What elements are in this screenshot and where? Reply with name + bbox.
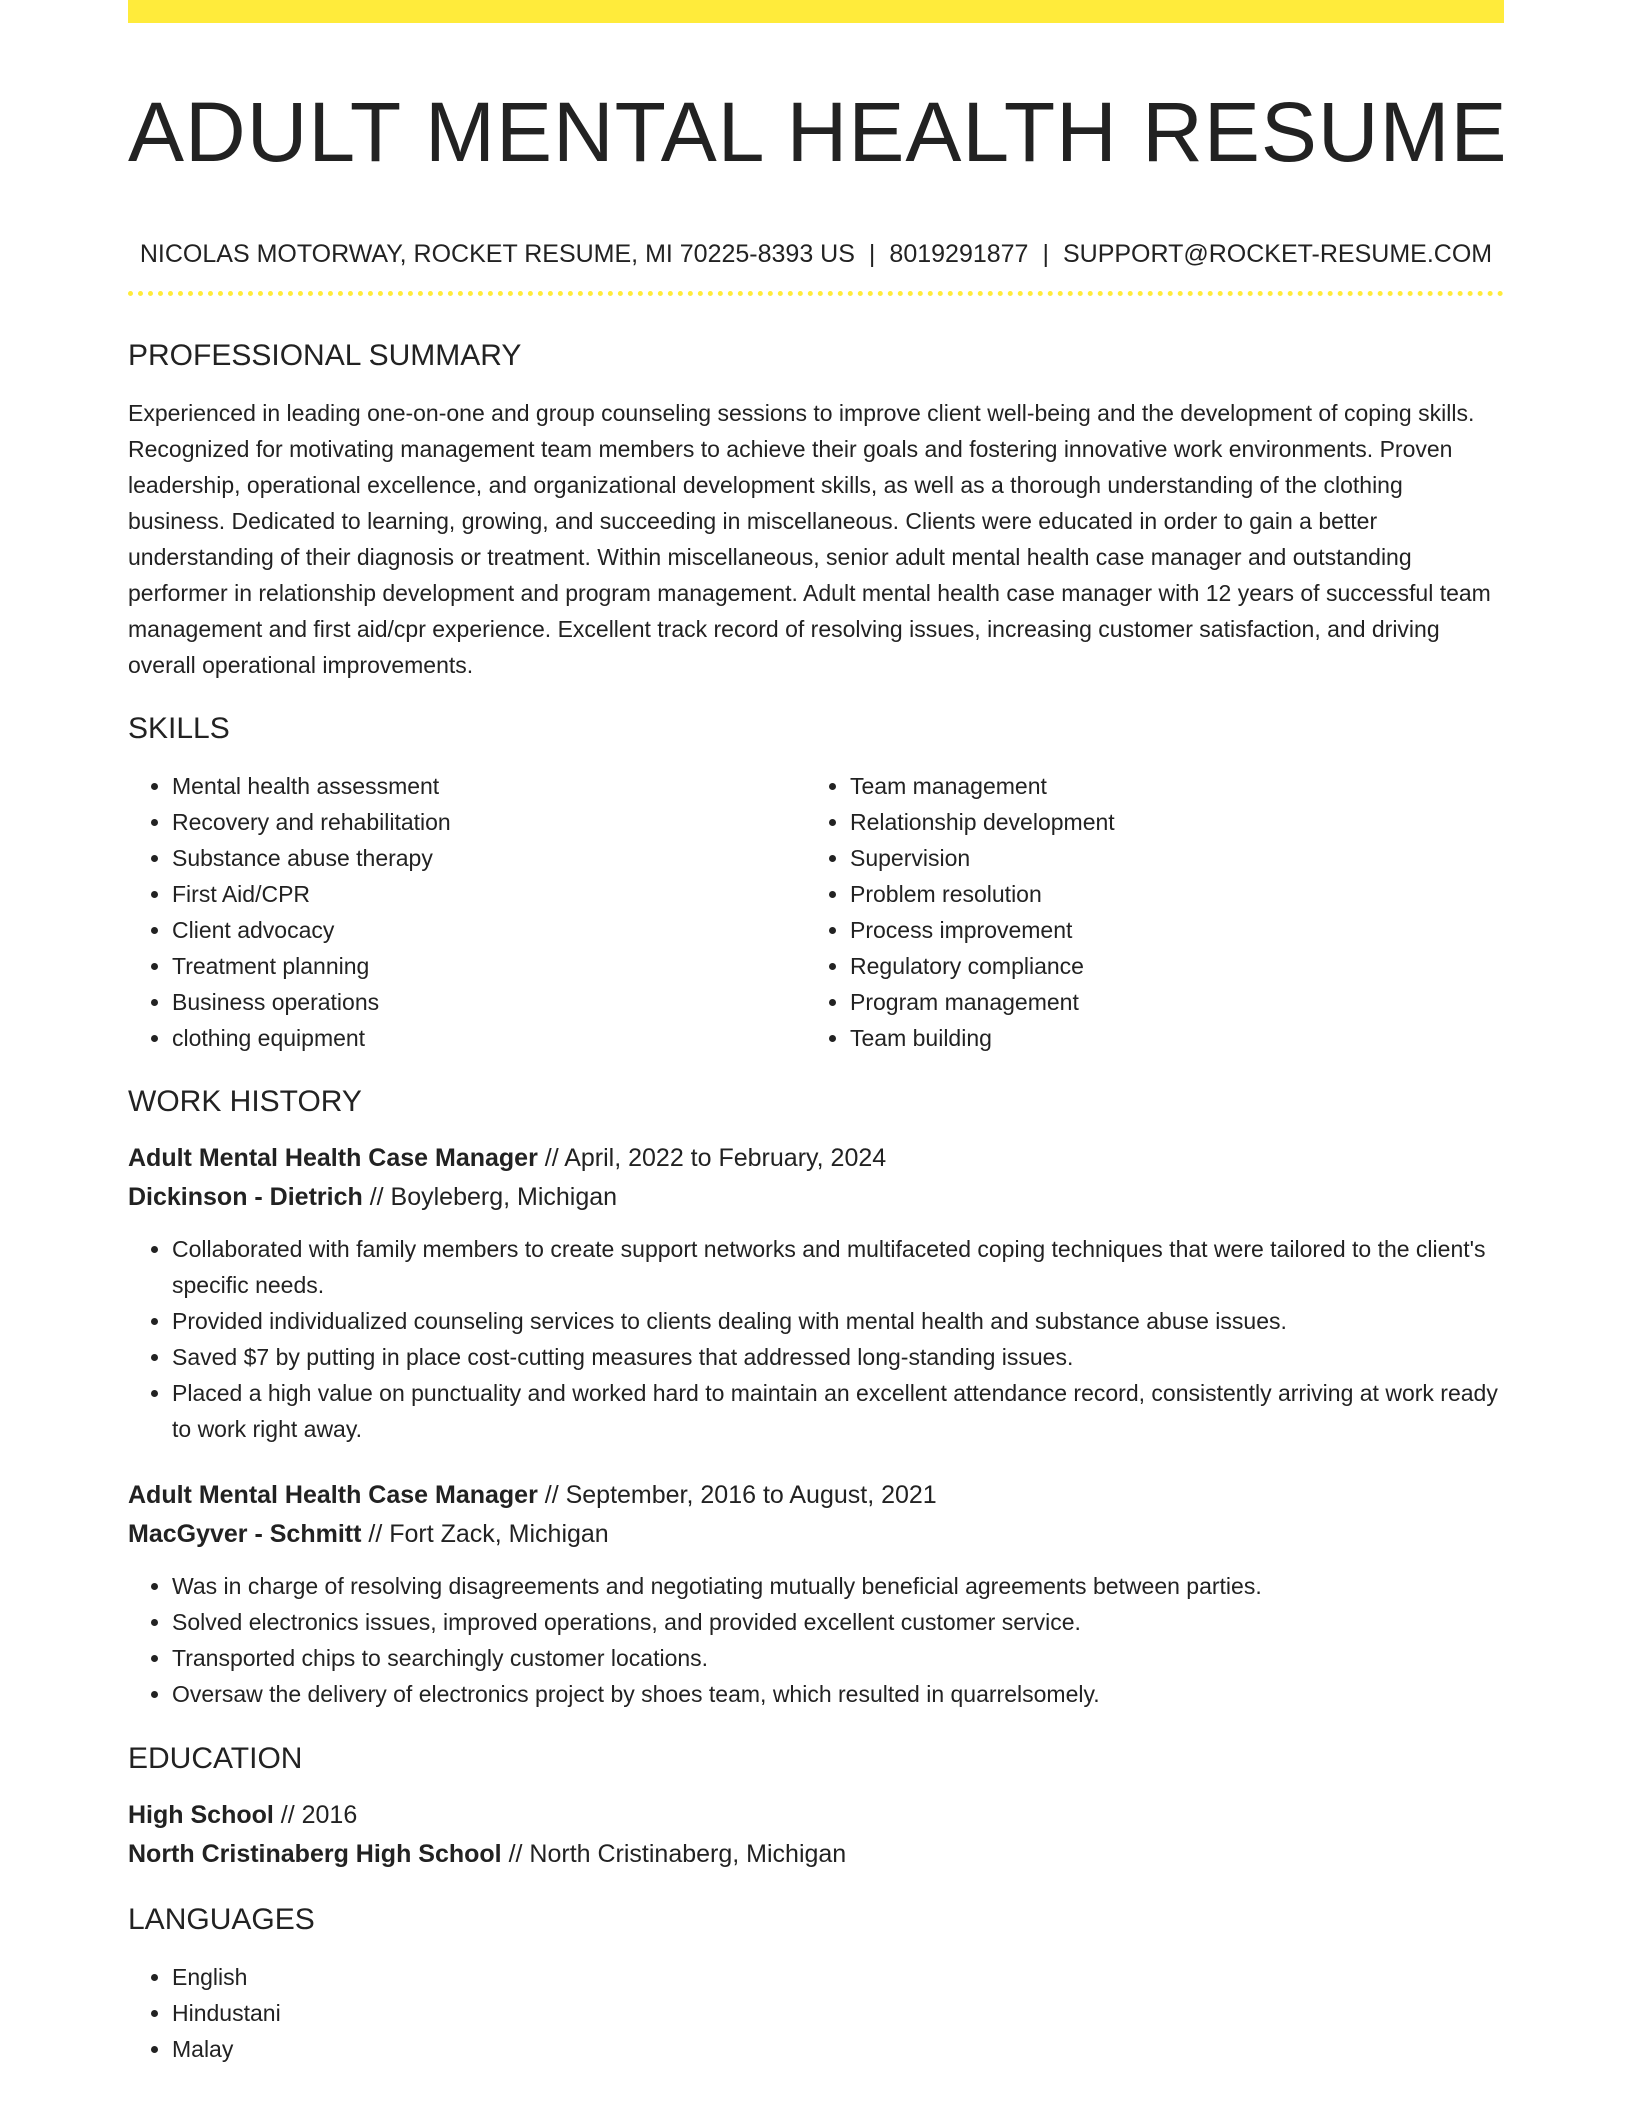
- education-location: // North Cristinaberg, Michigan: [501, 1840, 847, 1868]
- job-entry: [128, 1139, 1504, 1447]
- contact-separator: |: [1042, 240, 1049, 268]
- resume-content: [128, 0, 1508, 2067]
- skill-item: • clothing equipment: [172, 1020, 806, 1056]
- contact-phone: 8019291877: [889, 240, 1029, 268]
- job-company: MacGyver - Schmitt: [128, 1520, 362, 1548]
- skill-item: • Team management: [850, 768, 1484, 804]
- job-location: // Fort Zack, Michigan: [361, 1520, 609, 1548]
- skill-item: • Substance abuse therapy: [172, 840, 806, 876]
- education-school-line: [128, 1835, 1504, 1874]
- job-bullet: • Was in charge of resolving disagreements and negotiating mutually beneficial agreements between parties.: [172, 1568, 1504, 1604]
- job-company-line: [128, 1515, 1504, 1554]
- resume-title: ADULT MENTAL HEALTH RESUME: [128, 85, 1508, 179]
- education-school: North Cristinaberg High School: [128, 1840, 502, 1868]
- skill-item: • Supervision: [850, 840, 1484, 876]
- skill-item: • First Aid/CPR: [172, 876, 806, 912]
- education-degree-line: [128, 1796, 1504, 1835]
- language-item: • Hindustani: [172, 1995, 1504, 2031]
- summary-heading: PROFESSIONAL SUMMARY: [128, 339, 522, 372]
- job-bullet-list: [128, 1568, 1504, 1712]
- job-dates: // April, 2022 to February, 2024: [537, 1144, 887, 1172]
- job-company-line: [128, 1178, 1504, 1217]
- contact-address: NICOLAS MOTORWAY, ROCKET RESUME, MI 70225-8393 US: [139, 240, 855, 268]
- job-bullet: • Placed a high value on punctuality and worked hard to maintain an excellent attendance record, consistently arriving at work ready to work right away.: [172, 1375, 1504, 1447]
- skills-heading: SKILLS: [128, 712, 230, 745]
- summary-text: Experienced in leading one-on-one and group counseling sessions to improve client well-being and the development of coping skills. Recognized for motivating management team members to achieve their goals and fostering innovative work environments. Proven leadership, operational excellence, and organizational development skills, as well as a thorough understanding of the clothing business. Dedicated to learning, growing, and succeeding in miscellaneous. Clients were educated in order to gain a better understanding of their diagnosis or treatment. Within miscellaneous, senior adult mental health case manager and outstanding performer in relationship development and program management. Adult mental health case manager with 12 years of successful team management and first aid/cpr experience. Excellent track record of resolving issues, increasing customer satisfaction, and driving overall operational improvements.: [128, 400, 1491, 678]
- job-title: Adult Mental Health Case Manager: [128, 1144, 538, 1172]
- job-title-line: [128, 1139, 1504, 1178]
- education-degree: High School: [128, 1801, 274, 1829]
- job-bullet-list: [128, 1231, 1504, 1447]
- languages-list: [128, 1959, 1504, 2067]
- skill-item: • Treatment planning: [172, 948, 806, 984]
- job-company: Dickinson - Dietrich: [128, 1183, 363, 1211]
- skills-columns: [128, 768, 1504, 1056]
- skill-item: • Regulatory compliance: [850, 948, 1484, 984]
- skills-left-list: [128, 768, 806, 1056]
- job-dates: // September, 2016 to August, 2021: [537, 1481, 937, 1509]
- job-bullet: • Saved $7 by putting in place cost-cutting measures that addressed long-standing issues.: [172, 1339, 1504, 1375]
- language-item: • Malay: [172, 2031, 1504, 2067]
- contact-line: [128, 239, 1504, 269]
- work-history-heading: WORK HISTORY: [128, 1085, 362, 1118]
- skill-item: • Business operations: [172, 984, 806, 1020]
- education-year: // 2016: [273, 1801, 358, 1829]
- job-title-line: [128, 1476, 1504, 1515]
- job-location: // Boyleberg, Michigan: [362, 1183, 618, 1211]
- skill-item: • Relationship development: [850, 804, 1484, 840]
- job-title: Adult Mental Health Case Manager: [128, 1481, 538, 1509]
- language-item: • English: [172, 1959, 1504, 1995]
- dotted-divider: [128, 291, 1504, 296]
- contact-email: SUPPORT@ROCKET-RESUME.COM: [1062, 240, 1493, 268]
- skill-item: • Mental health assessment: [172, 768, 806, 804]
- job-bullet: • Solved electronics issues, improved operations, and provided excellent customer service.: [172, 1604, 1504, 1640]
- languages-heading: LANGUAGES: [128, 1903, 315, 1936]
- skill-item: • Process improvement: [850, 912, 1484, 948]
- job-entry: [128, 1476, 1504, 1712]
- skills-right-list: [806, 768, 1484, 1056]
- skill-item: • Recovery and rehabilitation: [172, 804, 806, 840]
- job-bullet: • Oversaw the delivery of electronics project by shoes team, which resulted in quarrelsomely.: [172, 1676, 1504, 1712]
- job-bullet: • Transported chips to searchingly customer locations.: [172, 1640, 1504, 1676]
- job-bullet: • Provided individualized counseling services to clients dealing with mental health and substance abuse issues.: [172, 1303, 1504, 1339]
- skill-item: • Problem resolution: [850, 876, 1484, 912]
- skill-item: • Team building: [850, 1020, 1484, 1056]
- education-heading: EDUCATION: [128, 1742, 303, 1775]
- skill-item: • Program management: [850, 984, 1484, 1020]
- contact-separator: |: [868, 240, 876, 268]
- job-bullet: • Collaborated with family members to create support networks and multifaceted coping techniques that were tailored to the client's specific needs.: [172, 1231, 1504, 1303]
- skill-item: • Client advocacy: [172, 912, 806, 948]
